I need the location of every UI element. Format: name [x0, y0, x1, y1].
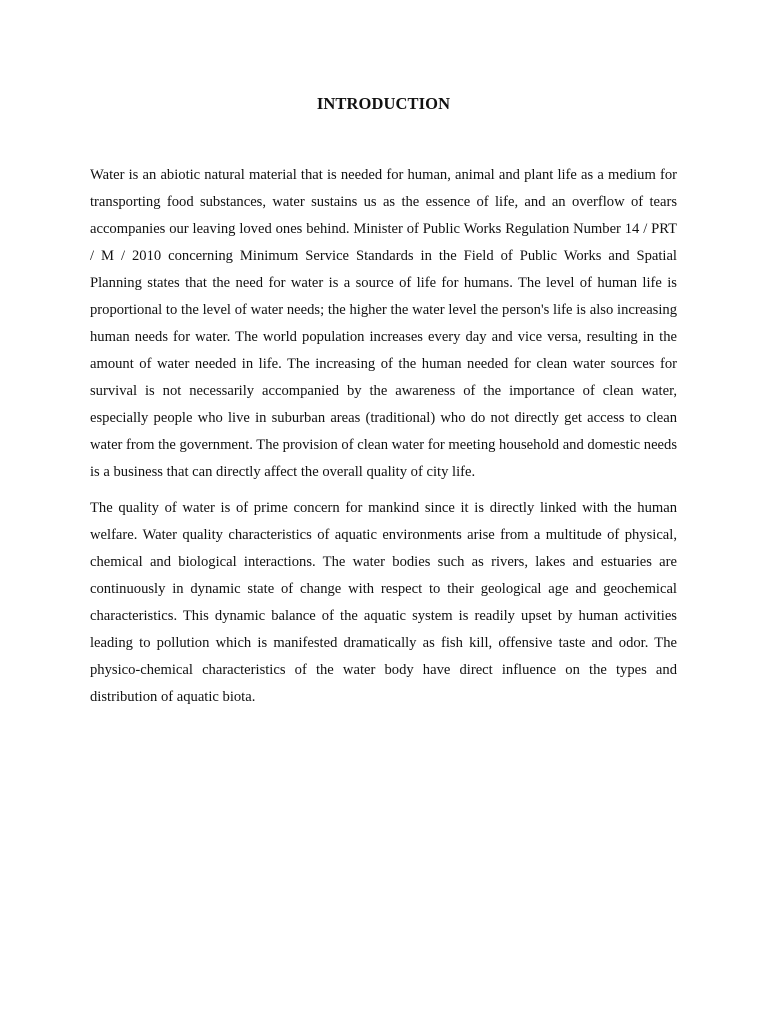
paragraph-water-need: Water is an abiotic natural material that is needed for human, animal and plant life as a medium for transporting food substances, water sustains us as the essence of life, and an overflow of tears accompanies our leaving loved ones behind. Minister of Public Works Regulation Number 14 / PRT / M / 2010 concerning Minimum Service Standards in the Field of Public Works and Spatial Planning states that the need for water is a source of life for humans. The level of human life is proportional to the level of water needs; the higher the water level the person's life is also increasing human needs for water. The world population increases every day and vice versa, resulting in the amount of water needed in life. The increasing of the human needed for clean water sources for survival is not necessarily accompanied by the awareness of the importance of clean water, especially people who live in suburban areas (traditional) who do not directly get access to clean water from the government. The provision of clean water for meeting household and domestic needs is a business that can directly affect the overall quality of city life. [90, 167, 677, 480]
document-page [90, 90, 677, 720]
page-title: INTRODUCTION [316, 94, 451, 113]
paragraph-water-quality: The quality of water is of prime concern for mankind since it is directly linked with the human welfare. Water quality characteristics of aquatic environments arise from a multitude of physical, chemical and biological interactions. The water bodies such as rivers, lakes and estuaries are continuously in dynamic state of change with respect to their geological age and geochemical characteristics. This dynamic balance of the aquatic system is readily upset by human activities leading to pollution which is manifested dramatically as fish kill, offensive taste and odor. The physico-chemical characteristics of the water body have direct influence on the types and distribution of aquatic biota. [90, 500, 677, 705]
